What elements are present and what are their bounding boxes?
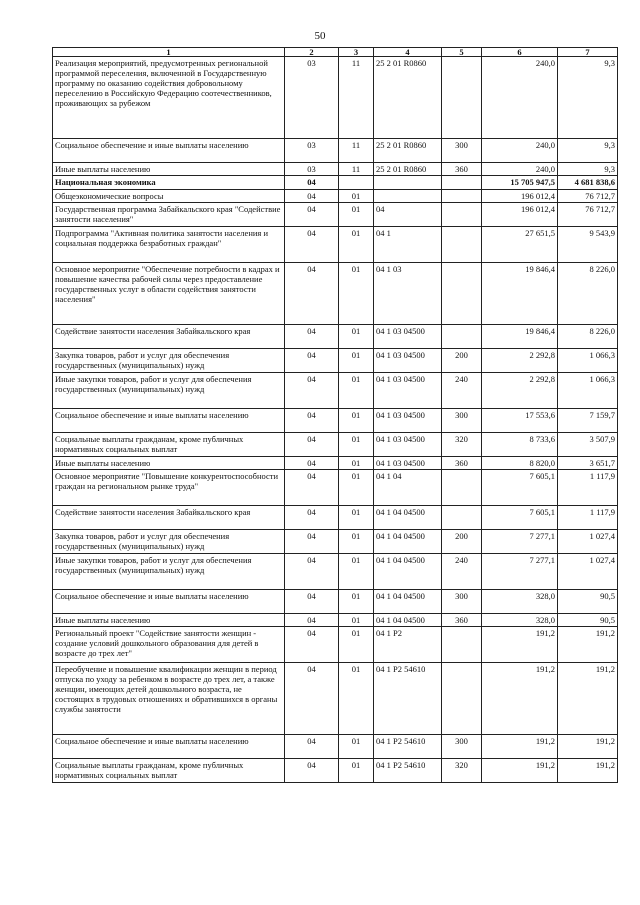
target-item-code-cell: 04 1 03	[374, 263, 442, 325]
expense-type-code-cell: 240	[442, 373, 482, 409]
planned-amount-cell: 2 292,8	[482, 373, 558, 409]
row-name-cell: Социальные выплаты гражданам, кроме публичных нормативных социальных выплат	[53, 759, 285, 783]
expense-type-code-cell: 320	[442, 433, 482, 457]
expense-type-code-cell: 320	[442, 759, 482, 783]
target-item-code-cell: 25 2 01 R0860	[374, 163, 442, 176]
section-code-cell: 04	[285, 590, 339, 614]
target-item-code-cell: 04 1 04 04500	[374, 614, 442, 627]
header-cell: 4	[374, 48, 442, 57]
planned-amount-cell: 328,0	[482, 590, 558, 614]
executed-amount-cell: 76 712,7	[558, 190, 618, 203]
table-row	[53, 373, 618, 409]
row-name-cell: Социальное обеспечение и иные выплаты населению	[53, 735, 285, 759]
section-code-cell: 04	[285, 373, 339, 409]
executed-amount-cell: 191,2	[558, 663, 618, 735]
planned-amount-cell: 240,0	[482, 139, 558, 163]
table-row	[53, 627, 618, 663]
subsection-code-cell: 01	[339, 349, 374, 373]
row-name-cell: Закупка товаров, работ и услуг для обеспечения государственных (муниципальных) нужд	[53, 530, 285, 554]
header-row	[53, 48, 618, 57]
table-row	[53, 663, 618, 735]
subsection-code-cell: 01	[339, 759, 374, 783]
target-item-code-cell: 04 1 04 04500	[374, 506, 442, 530]
executed-amount-cell: 1 066,3	[558, 373, 618, 409]
section-code-cell: 04	[285, 227, 339, 263]
planned-amount-cell: 27 651,5	[482, 227, 558, 263]
target-item-code-cell: 04 1 P2 54610	[374, 735, 442, 759]
target-item-code-cell	[374, 176, 442, 190]
executed-amount-cell: 90,5	[558, 614, 618, 627]
row-name-cell: Содействие занятости населения Забайкальского края	[53, 325, 285, 349]
target-item-code-cell: 04 1 03 04500	[374, 349, 442, 373]
expense-type-code-cell	[442, 176, 482, 190]
section-code-cell: 04	[285, 349, 339, 373]
section-code-cell: 04	[285, 203, 339, 227]
table-body	[53, 57, 618, 783]
planned-amount-cell: 196 012,4	[482, 190, 558, 203]
expense-type-code-cell	[442, 470, 482, 506]
row-name-cell: Иные выплаты населению	[53, 457, 285, 470]
expense-type-code-cell: 360	[442, 614, 482, 627]
target-item-code-cell: 04 1 04 04500	[374, 590, 442, 614]
planned-amount-cell: 19 846,4	[482, 263, 558, 325]
table-row	[53, 590, 618, 614]
section-code-cell: 04	[285, 663, 339, 735]
header-cell: 6	[482, 48, 558, 57]
executed-amount-cell: 3 507,9	[558, 433, 618, 457]
target-item-code-cell: 04 1 03 04500	[374, 433, 442, 457]
target-item-code-cell: 04 1 04 04500	[374, 530, 442, 554]
expense-type-code-cell	[442, 263, 482, 325]
executed-amount-cell: 1 066,3	[558, 349, 618, 373]
table-row	[53, 325, 618, 349]
table-row	[53, 457, 618, 470]
section-code-cell: 04	[285, 457, 339, 470]
subsection-code-cell: 01	[339, 373, 374, 409]
subsection-code-cell: 01	[339, 735, 374, 759]
expense-type-code-cell: 200	[442, 530, 482, 554]
executed-amount-cell: 9,3	[558, 139, 618, 163]
expense-type-code-cell	[442, 627, 482, 663]
subsection-code-cell: 01	[339, 263, 374, 325]
subsection-code-cell: 01	[339, 530, 374, 554]
section-code-cell: 04	[285, 627, 339, 663]
planned-amount-cell: 7 277,1	[482, 554, 558, 590]
planned-amount-cell: 191,2	[482, 663, 558, 735]
target-item-code-cell: 04 1 04 04500	[374, 554, 442, 590]
executed-amount-cell: 3 651,7	[558, 457, 618, 470]
planned-amount-cell: 19 846,4	[482, 325, 558, 349]
row-name-cell: Иные закупки товаров, работ и услуг для обеспечения государственных (муниципальных) нужд	[53, 373, 285, 409]
section-code-cell: 04	[285, 263, 339, 325]
table-row	[53, 506, 618, 530]
subsection-code-cell: 01	[339, 627, 374, 663]
expense-type-code-cell	[442, 325, 482, 349]
table-row	[53, 554, 618, 590]
executed-amount-cell: 8 226,0	[558, 263, 618, 325]
subsection-code-cell: 01	[339, 433, 374, 457]
expense-type-code-cell: 240	[442, 554, 482, 590]
executed-amount-cell: 1 027,4	[558, 554, 618, 590]
planned-amount-cell: 191,2	[482, 759, 558, 783]
planned-amount-cell: 240,0	[482, 163, 558, 176]
row-name-cell: Социальное обеспечение и иные выплаты населению	[53, 590, 285, 614]
subsection-code-cell: 01	[339, 506, 374, 530]
table-row	[53, 227, 618, 263]
table-row	[53, 409, 618, 433]
target-item-code-cell: 04 1	[374, 227, 442, 263]
planned-amount-cell: 17 553,6	[482, 409, 558, 433]
subsection-code-cell: 01	[339, 190, 374, 203]
subsection-code-cell: 01	[339, 325, 374, 349]
header-cell: 2	[285, 48, 339, 57]
header-cell: 3	[339, 48, 374, 57]
table-row	[53, 470, 618, 506]
row-name-cell: Национальная экономика	[53, 176, 285, 190]
section-code-cell: 04	[285, 190, 339, 203]
table-row	[53, 57, 618, 139]
executed-amount-cell: 191,2	[558, 627, 618, 663]
planned-amount-cell: 196 012,4	[482, 203, 558, 227]
header-cell: 7	[558, 48, 618, 57]
executed-amount-cell: 191,2	[558, 735, 618, 759]
subsection-code-cell: 01	[339, 203, 374, 227]
section-code-cell: 03	[285, 57, 339, 139]
table-row	[53, 433, 618, 457]
subsection-code-cell: 01	[339, 590, 374, 614]
table-row	[53, 176, 618, 190]
executed-amount-cell: 90,5	[558, 590, 618, 614]
planned-amount-cell: 328,0	[482, 614, 558, 627]
planned-amount-cell: 7 605,1	[482, 506, 558, 530]
subsection-code-cell: 01	[339, 227, 374, 263]
row-name-cell: Иные выплаты населению	[53, 614, 285, 627]
row-name-cell: Реализация мероприятий, предусмотренных региональной программой переселения, включенной в Государственную программу по оказанию содействия добровольному переселению в Российскую Федерацию соотечественников, проживающих за рубежом	[53, 57, 285, 139]
expense-type-code-cell	[442, 227, 482, 263]
subsection-code-cell: 01	[339, 554, 374, 590]
expense-type-code-cell: 360	[442, 457, 482, 470]
section-code-cell: 04	[285, 554, 339, 590]
expense-type-code-cell: 300	[442, 139, 482, 163]
executed-amount-cell: 76 712,7	[558, 203, 618, 227]
table-row	[53, 163, 618, 176]
target-item-code-cell: 04	[374, 203, 442, 227]
row-name-cell: Основное мероприятие "Повышение конкурентоспособности граждан на региональном рынке труда"	[53, 470, 285, 506]
section-code-cell: 04	[285, 409, 339, 433]
expense-type-code-cell	[442, 203, 482, 227]
budget-table	[52, 47, 618, 783]
subsection-code-cell: 11	[339, 57, 374, 139]
expense-type-code-cell	[442, 663, 482, 735]
subsection-code-cell: 11	[339, 163, 374, 176]
table-row	[53, 139, 618, 163]
section-code-cell: 04	[285, 614, 339, 627]
target-item-code-cell: 25 2 01 R0860	[374, 57, 442, 139]
executed-amount-cell: 191,2	[558, 759, 618, 783]
executed-amount-cell: 8 226,0	[558, 325, 618, 349]
section-code-cell: 04	[285, 470, 339, 506]
row-name-cell: Социальное обеспечение и иные выплаты населению	[53, 409, 285, 433]
executed-amount-cell: 9,3	[558, 57, 618, 139]
expense-type-code-cell: 300	[442, 590, 482, 614]
subsection-code-cell	[339, 176, 374, 190]
planned-amount-cell: 240,0	[482, 57, 558, 139]
section-code-cell: 04	[285, 433, 339, 457]
table-row	[53, 349, 618, 373]
executed-amount-cell: 1 117,9	[558, 506, 618, 530]
executed-amount-cell: 9,3	[558, 163, 618, 176]
page-number: 50	[314, 30, 326, 42]
subsection-code-cell: 01	[339, 614, 374, 627]
target-item-code-cell: 25 2 01 R0860	[374, 139, 442, 163]
planned-amount-cell: 8 820,0	[482, 457, 558, 470]
target-item-code-cell: 04 1 P2 54610	[374, 759, 442, 783]
table-row	[53, 614, 618, 627]
subsection-code-cell: 01	[339, 457, 374, 470]
planned-amount-cell: 191,2	[482, 735, 558, 759]
row-name-cell: Иные выплаты населению	[53, 163, 285, 176]
section-code-cell: 04	[285, 176, 339, 190]
expense-type-code-cell: 300	[442, 409, 482, 433]
expense-type-code-cell	[442, 506, 482, 530]
executed-amount-cell: 4 681 838,6	[558, 176, 618, 190]
row-name-cell: Общеэкономические вопросы	[53, 190, 285, 203]
target-item-code-cell: 04 1 03 04500	[374, 409, 442, 433]
planned-amount-cell: 7 605,1	[482, 470, 558, 506]
target-item-code-cell: 04 1 03 04500	[374, 325, 442, 349]
planned-amount-cell: 2 292,8	[482, 349, 558, 373]
table-row	[53, 530, 618, 554]
subsection-code-cell: 01	[339, 409, 374, 433]
row-name-cell: Подпрограмма "Активная политика занятости населения и социальная поддержка безработных граждан"	[53, 227, 285, 263]
section-code-cell: 04	[285, 735, 339, 759]
table-row	[53, 759, 618, 783]
row-name-cell: Закупка товаров, работ и услуг для обеспечения государственных (муниципальных) нужд	[53, 349, 285, 373]
table-row	[53, 203, 618, 227]
section-code-cell: 04	[285, 325, 339, 349]
row-name-cell: Иные закупки товаров, работ и услуг для обеспечения государственных (муниципальных) нужд	[53, 554, 285, 590]
row-name-cell: Социальное обеспечение и иные выплаты населению	[53, 139, 285, 163]
executed-amount-cell: 1 027,4	[558, 530, 618, 554]
table-row	[53, 190, 618, 203]
executed-amount-cell: 7 159,7	[558, 409, 618, 433]
expense-type-code-cell: 200	[442, 349, 482, 373]
planned-amount-cell: 7 277,1	[482, 530, 558, 554]
subsection-code-cell: 01	[339, 470, 374, 506]
target-item-code-cell	[374, 190, 442, 203]
section-code-cell: 04	[285, 506, 339, 530]
expense-type-code-cell	[442, 190, 482, 203]
row-name-cell: Региональный проект "Содействие занятости женщин - создание условий дошкольного образования для детей в возрасте до трех лет"	[53, 627, 285, 663]
planned-amount-cell: 191,2	[482, 627, 558, 663]
row-name-cell: Социальные выплаты гражданам, кроме публичных нормативных социальных выплат	[53, 433, 285, 457]
expense-type-code-cell: 360	[442, 163, 482, 176]
subsection-code-cell: 01	[339, 663, 374, 735]
row-name-cell: Содействие занятости населения Забайкальского края	[53, 506, 285, 530]
section-code-cell: 04	[285, 759, 339, 783]
target-item-code-cell: 04 1 03 04500	[374, 373, 442, 409]
row-name-cell: Государственная программа Забайкальского края "Содействие занятости населения"	[53, 203, 285, 227]
row-name-cell: Основное мероприятие "Обеспечение потребности в кадрах и повышение качества рабочей силы через предоставление государственных услуг в области содействия занятости населения"	[53, 263, 285, 325]
executed-amount-cell: 1 117,9	[558, 470, 618, 506]
target-item-code-cell: 04 1 P2 54610	[374, 663, 442, 735]
planned-amount-cell: 15 705 947,5	[482, 176, 558, 190]
target-item-code-cell: 04 1 04	[374, 470, 442, 506]
executed-amount-cell: 9 543,9	[558, 227, 618, 263]
header-cell: 1	[53, 48, 285, 57]
table-row	[53, 735, 618, 759]
target-item-code-cell: 04 1 P2	[374, 627, 442, 663]
expense-type-code-cell: 300	[442, 735, 482, 759]
target-item-code-cell: 04 1 03 04500	[374, 457, 442, 470]
section-code-cell: 03	[285, 139, 339, 163]
subsection-code-cell: 11	[339, 139, 374, 163]
table-row	[53, 263, 618, 325]
expense-type-code-cell	[442, 57, 482, 139]
section-code-cell: 03	[285, 163, 339, 176]
section-code-cell: 04	[285, 530, 339, 554]
header-cell: 5	[442, 48, 482, 57]
row-name-cell: Переобучение и повышение квалификации женщин в период отпуска по уходу за ребенком в возрасте до трех лет, а также женщин, имеющих детей дошкольного возраста, не состоящих в трудовых отношениях и обратившихся в органы службы занятости	[53, 663, 285, 735]
planned-amount-cell: 8 733,6	[482, 433, 558, 457]
